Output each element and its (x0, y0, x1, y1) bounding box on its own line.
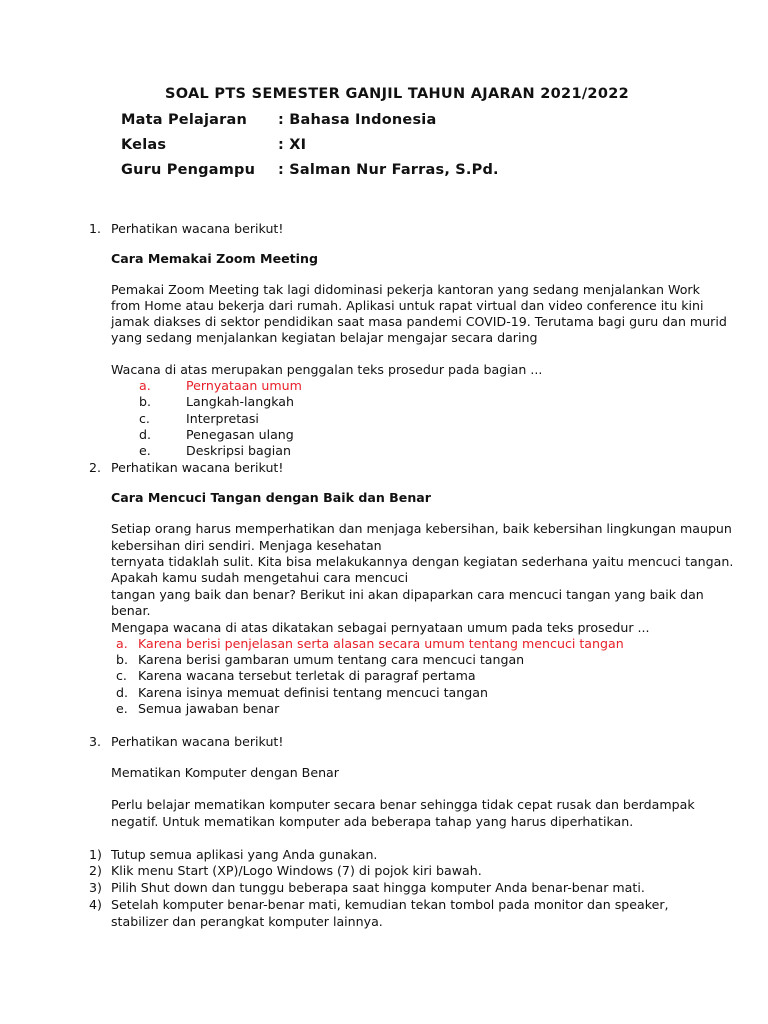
passage-line: Pemakai Zoom Meeting tak lagi didominasi pekerja kantoran yang sedang menjalankan Work (111, 282, 700, 297)
option-letter: c. (116, 668, 127, 683)
passage-line: yang sedang menjalankan kegiatan belajar mengajar secara daring (111, 330, 538, 345)
option-letter: a. (139, 378, 151, 393)
option-letter: b. (116, 652, 128, 667)
passage-line: negatif. Untuk mematikan komputer ada beberapa tahap yang harus diperhatikan. (111, 814, 634, 829)
option-text: Interpretasi (186, 411, 259, 426)
passage-line: Setiap orang harus memperhatikan dan menjaga kebersihan, baik kebersihan lingkungan maupun (111, 521, 732, 536)
step-number: 2) (89, 863, 102, 878)
question-text: Wacana di atas merupakan penggalan teks prosedur pada bagian ... (111, 362, 543, 377)
step-number: 1) (89, 847, 102, 862)
meta-value: : Bahasa Indonesia (278, 112, 437, 128)
step-text: Setelah komputer benar-benar mati, kemudian tekan tombol pada monitor dan speaker, (111, 897, 669, 912)
option-text: Semua jawaban benar (138, 701, 280, 716)
meta-label: Kelas (121, 137, 167, 153)
passage-line: Apakah kamu sudah mengetahui cara mencuci (111, 570, 409, 585)
step-text: Tutup semua aplikasi yang Anda gunakan. (111, 847, 378, 862)
step-text: stabilizer dan perangkat komputer lainnya. (111, 914, 383, 929)
option-letter: d. (139, 427, 151, 442)
passage-line: benar. (111, 603, 151, 618)
page-title: SOAL PTS SEMESTER GANJIL TAHUN AJARAN 2021/2022 (165, 86, 629, 102)
option-text: Karena wacana tersebut terletak di paragraf pertama (138, 668, 476, 683)
question-number: 2. (89, 460, 102, 475)
option-text-answer: Pernyataan umum (186, 378, 302, 393)
option-text-answer: Karena berisi penjelasan serta alasan secara umum tentang mencuci tangan (138, 636, 624, 651)
passage-line: tangan yang baik dan benar? Berikut ini akan dipaparkan cara mencuci tangan yang baik dan (111, 587, 704, 602)
question-number: 1. (89, 221, 102, 236)
question-number: 3. (89, 734, 102, 749)
passage-line: kebersihan diri sendiri. Menjaga kesehatan (111, 538, 382, 553)
option-letter: c. (139, 411, 150, 426)
question-intro: Perhatikan wacana berikut! (111, 460, 284, 475)
option-letter: b. (139, 394, 151, 409)
option-text: Karena isinya memuat definisi tentang mencuci tangan (138, 685, 488, 700)
option-letter: e. (116, 701, 128, 716)
passage-line: from Home atau bekerja dari rumah. Aplikasi untuk rapat virtual dan video conference itu kini (111, 298, 704, 313)
meta-value: : Salman Nur Farras, S.Pd. (278, 162, 499, 178)
option-letter: d. (116, 685, 128, 700)
step-number: 4) (89, 897, 102, 912)
option-text: Karena berisi gambaran umum tentang cara mencuci tangan (138, 652, 525, 667)
passage-title: Cara Mencuci Tangan dengan Baik dan Benar (111, 490, 432, 505)
passage-title: Cara Memakai Zoom Meeting (111, 251, 318, 266)
passage-line: Perlu belajar mematikan komputer secara benar sehingga tidak cepat rusak dan berdampak (111, 797, 695, 812)
option-text: Deskripsi bagian (186, 443, 291, 458)
question-text: Mengapa wacana di atas dikatakan sebagai pernyataan umum pada teks prosedur ... (111, 620, 650, 635)
question-intro: Perhatikan wacana berikut! (111, 734, 284, 749)
meta-label: Guru Pengampu (121, 162, 256, 178)
passage-line: jamak diakses di sektor pendidikan saat masa pandemi COVID-19. Terutama bagi guru dan murid (111, 314, 727, 329)
meta-value: : XI (278, 137, 307, 153)
option-letter: a. (116, 636, 128, 651)
passage-line: ternyata tidaklah sulit. Kita bisa melakukannya dengan kegiatan sederhana yaitu mencuci tangan. (111, 554, 734, 569)
question-intro: Perhatikan wacana berikut! (111, 221, 284, 236)
option-text: Penegasan ulang (186, 427, 294, 442)
step-text: Pilih Shut down dan tunggu beberapa saat hingga komputer Anda benar-benar mati. (111, 880, 645, 895)
meta-label: Mata Pelajaran (121, 112, 248, 128)
step-text: Klik menu Start (XP)/Logo Windows (7) di pojok kiri bawah. (111, 863, 482, 878)
option-text: Langkah-langkah (186, 394, 294, 409)
step-number: 3) (89, 880, 102, 895)
option-letter: e. (139, 443, 151, 458)
passage-title: Mematikan Komputer dengan Benar (111, 765, 339, 780)
